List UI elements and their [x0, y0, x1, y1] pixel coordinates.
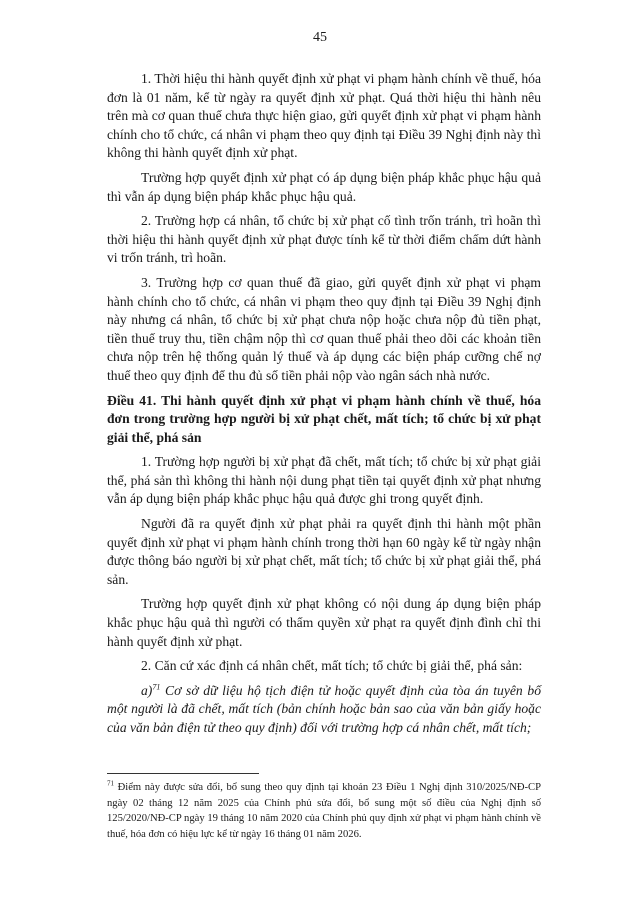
paragraph: Trường hợp quyết định xử phạt có áp dụng biện pháp khắc phục hậu quả thì vẫn áp dụng biện pháp khắc phục hậu quả.	[107, 169, 541, 204]
paragraph: Người đã ra quyết định xử phạt phải ra quyết định thi hành một phần quyết định xử phạt vi phạm hành chính trong thời hạn 60 ngày kể từ ngày nhận được thông báo người bị xử phạt chết, mất tích; tổ chức bị xử phạt giải thể, phá sản.	[107, 516, 541, 587]
paragraph: Trường hợp quyết định xử phạt không có nội dung áp dụng biện pháp khắc phục hậu quả thì người có thẩm quyền xử phạt ra quyết định đình chỉ thi hành quyết định xử phạt.	[107, 596, 541, 649]
paragraph: 2. Căn cứ xác định cá nhân chết, mất tích; tổ chức bị giải thể, phá sản:	[141, 658, 523, 674]
document-body	[107, 70, 541, 744]
footnote	[107, 780, 541, 842]
item-a	[107, 682, 541, 738]
article-heading: Điều 41. Thi hành quyết định xử phạt vi phạm hành chính về thuế, hóa đơn trong trường hợp người bị xử phạt chết, mất tích; tổ chức bị xử phạt giải thể, phá sản	[107, 392, 541, 445]
footnote-text: Điểm này được sửa đổi, bổ sung theo quy định tại khoản 23 Điều 1 Nghị định 310/2025/NĐ-CP ngày 02 tháng 12 năm 2025 của Chính phủ sửa đổi, bổ sung một số điều của Nghị định số 125/2020/NĐ-CP ngày 19 tháng 10 năm 2020 của Chính phủ quy định xử phạt vi phạm hành chính về thuế, hóa đơn có hiệu lực kể từ ngày 16 tháng 01 năm 2026.	[107, 782, 541, 840]
paragraph: 1. Trường hợp người bị xử phạt đã chết, mất tích; tổ chức bị xử phạt giải thể, phá sản thì không thi hành nội dung phạt tiền tại quyết định xử phạt nhưng vẫn áp dụng biện pháp khắc phục hậu quả được ghi trong quyết định.	[107, 454, 541, 507]
paragraph: 2. Trường hợp cá nhân, tổ chức bị xử phạt cố tình trốn tránh, trì hoãn thì thời hiệu thi hành quyết định xử phạt được tính kể từ thời điểm chấm dứt hành vi trốn tránh, trì hoãn.	[107, 213, 541, 266]
paragraph: 1. Thời hiệu thi hành quyết định xử phạt vi phạm hành chính về thuế, hóa đơn là 01 năm, kể từ ngày ra quyết định xử phạt. Quá thời hiệu thi hành nêu trên mà cơ quan thuế chưa thực hiện giao, gửi quyết định xử phạt vi phạm hành chính cho tổ chức, cá nhân vi phạm theo quy định tại Điều 39 Nghị định này thì không thi hành quyết định xử phạt.	[107, 71, 541, 161]
item-a-prefix: a)	[141, 682, 153, 698]
footnote-reference[interactable]: 71	[152, 682, 161, 692]
page-number: 45	[313, 30, 327, 45]
footnote-divider	[107, 773, 259, 774]
item-a-text: Cơ sở dữ liệu hộ tịch điện tử hoặc quyết định của tòa án tuyên bố một người là đã chết, mất tích (bản chính hoặc bản sao của văn bản giấy hoặc của văn bản điện tử theo quy định) đối với trường hợp cá nhân chết, mất tích;	[107, 682, 541, 735]
footnote-number: 71	[107, 779, 114, 788]
paragraph: 3. Trường hợp cơ quan thuế đã giao, gửi quyết định xử phạt vi phạm hành chính cho tổ chức, cá nhân vi phạm theo quy định tại Điều 39 Nghị định này nhưng cá nhân, tổ chức bị xử phạt chưa nộp hoặc chưa nộp đủ tiền phạt, tiền thuế truy thu, tiền chậm nộp thì cơ quan thuế phải theo dõi các khoản tiền chưa nộp trên hệ thống quản lý thuế và áp dụng các biện pháp cưỡng chế nợ thuế theo quy định để thu đủ số tiền phải nộp vào ngân sách nhà nước.	[107, 274, 541, 383]
